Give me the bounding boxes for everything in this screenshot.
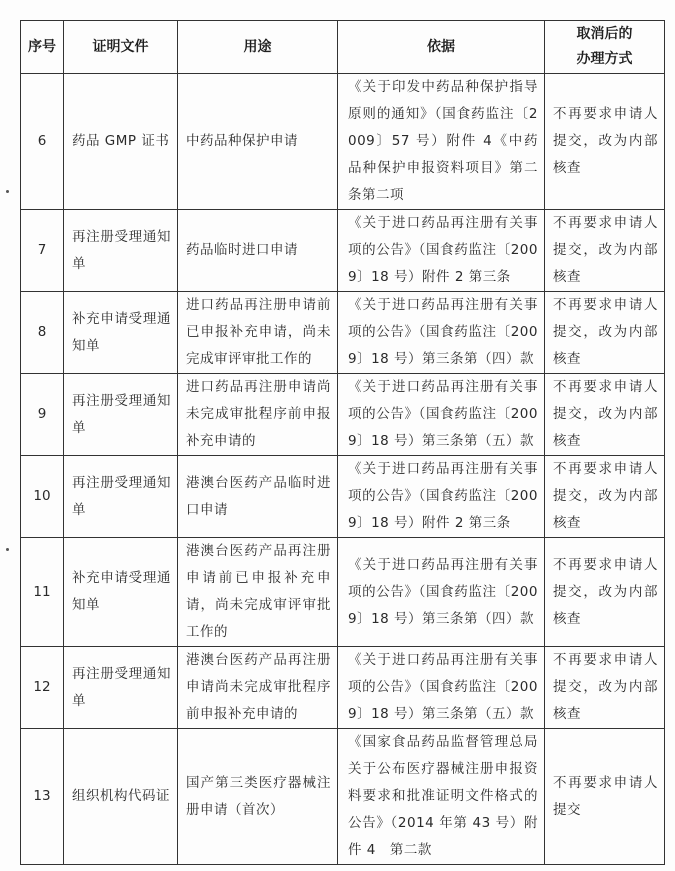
header-after [545,21,665,74]
row-cert-text: 补充申请受理通知单 [72,310,171,354]
header-after-line1: 取消后的 [576,26,633,42]
row-no: 7 [21,210,64,292]
row-basis-text: 《关于进口药品再注册有关事项的公告》（国食药监注〔2009〕18 号）第三条第（四）款 [348,297,538,367]
row-no: 9 [21,374,64,456]
row-basis [338,538,545,647]
row-after [545,210,665,292]
row-no: 8 [21,292,64,374]
row-basis-text: 《关于进口药品再注册有关事项的公告》（国食药监注〔2009〕18 号）附件 2 第三条 [348,461,538,531]
row-use-text: 港澳台医药产品再注册申请前已申报补充申请，尚未完成审评审批工作的 [186,543,331,640]
header-use: 用途 [178,21,338,74]
row-basis [338,647,545,729]
header-no: 序号 [21,21,64,74]
row-cert-text: 补充申请受理通知单 [72,570,171,613]
row-basis-text: 《关于进口药品再注册有关事项的公告》（国食药监注〔2009〕18 号）第三条第（四）款 [348,556,538,627]
row-cert [64,292,178,374]
row-use-text: 国产第三类医疗器械注册申请（首次） [186,774,331,818]
row-after [545,647,665,729]
row-after [545,74,665,210]
row-use [178,729,338,865]
row-use [178,292,338,374]
row-basis [338,292,545,374]
table-row [21,729,665,865]
row-basis [338,729,545,865]
row-basis [338,456,545,538]
table-row [21,456,665,538]
row-after-text: 不再要求申请人提交，改为内部核查 [553,652,658,722]
row-cert [64,456,178,538]
row-use-text: 药品临时进口申请 [186,242,298,258]
row-after-text: 不再要求申请人提交，改为内部核查 [553,461,658,531]
row-cert-text: 再注册受理通知单 [72,474,171,518]
row-cert [64,647,178,729]
margin-mark-1 [6,190,9,193]
table-row [21,647,665,729]
header-after-line2: 办理方式 [576,51,633,67]
row-no: 12 [21,647,64,729]
row-basis [338,74,545,210]
row-after [545,729,665,865]
table-row [21,74,665,210]
row-basis-text: 《关于进口药品再注册有关事项的公告》（国食药监注〔2009〕18 号）附件 2 第三条 [348,215,538,285]
certificate-table [20,20,665,865]
row-after [545,374,665,456]
row-use-text: 港澳台医药产品临时进口申请 [186,474,331,518]
row-after-text: 不再要求申请人提交 [553,774,658,818]
table-row [21,538,665,647]
row-after-text: 不再要求申请人提交，改为内部核查 [553,379,658,449]
table-row [21,374,665,456]
row-use-text: 进口药品再注册申请尚未完成审批程序前申报补充申请的 [186,379,331,449]
row-basis-text: 《国家食品药品监督管理总局关于公布医疗器械注册申报资料要求和批准证明文件格式的公告》（2014 年第 43 号）附件 4 第二款 [348,734,538,858]
row-after-text: 不再要求申请人提交，改为内部核查 [553,556,658,627]
row-basis [338,374,545,456]
row-use [178,210,338,292]
table-row [21,292,665,374]
header-cert: 证明文件 [64,21,178,74]
row-cert-text: 再注册受理通知单 [72,228,171,272]
row-after-text: 不再要求申请人提交，改为内部核查 [553,106,658,176]
row-basis-text: 《关于印发中药品种保护指导原则的通知》（国食药监注〔2009〕57 号）附件 4《中药品种保护申报资料项目》第二条第二项 [348,79,538,203]
row-basis [338,210,545,292]
row-cert [64,729,178,865]
row-use [178,538,338,647]
row-cert-text: 组织机构代码证 [72,788,170,804]
row-after [545,538,665,647]
row-no: 6 [21,74,64,210]
table-header-row [21,21,665,74]
row-after [545,456,665,538]
row-basis-text: 《关于进口药品再注册有关事项的公告》（国食药监注〔2009〕18 号）第三条第（五）款 [348,652,538,722]
row-use-text: 港澳台医药产品再注册申请尚未完成审批程序前申报补充申请的 [186,652,331,722]
header-basis: 依据 [338,21,545,74]
table-row [21,210,665,292]
row-cert [64,210,178,292]
row-use-text: 中药品种保护申请 [186,133,298,149]
row-use [178,456,338,538]
row-use-text: 进口药品再注册申请前已申报补充申请，尚未完成审评审批工作的 [186,297,331,367]
row-cert-text: 药品 GMP 证书 [72,133,170,149]
row-use [178,374,338,456]
row-no: 11 [21,538,64,647]
row-after-text: 不再要求申请人提交，改为内部核查 [553,215,658,285]
row-cert [64,374,178,456]
row-after [545,292,665,374]
row-cert-text: 再注册受理通知单 [72,392,171,436]
row-no: 13 [21,729,64,865]
row-cert [64,538,178,647]
row-cert-text: 再注册受理通知单 [72,665,171,709]
row-use [178,647,338,729]
row-after-text: 不再要求申请人提交，改为内部核查 [553,297,658,367]
row-basis-text: 《关于进口药品再注册有关事项的公告》（国食药监注〔2009〕18 号）第三条第（五）款 [348,379,538,449]
row-use [178,74,338,210]
row-cert [64,74,178,210]
row-no: 10 [21,456,64,538]
margin-mark-2 [6,548,9,551]
